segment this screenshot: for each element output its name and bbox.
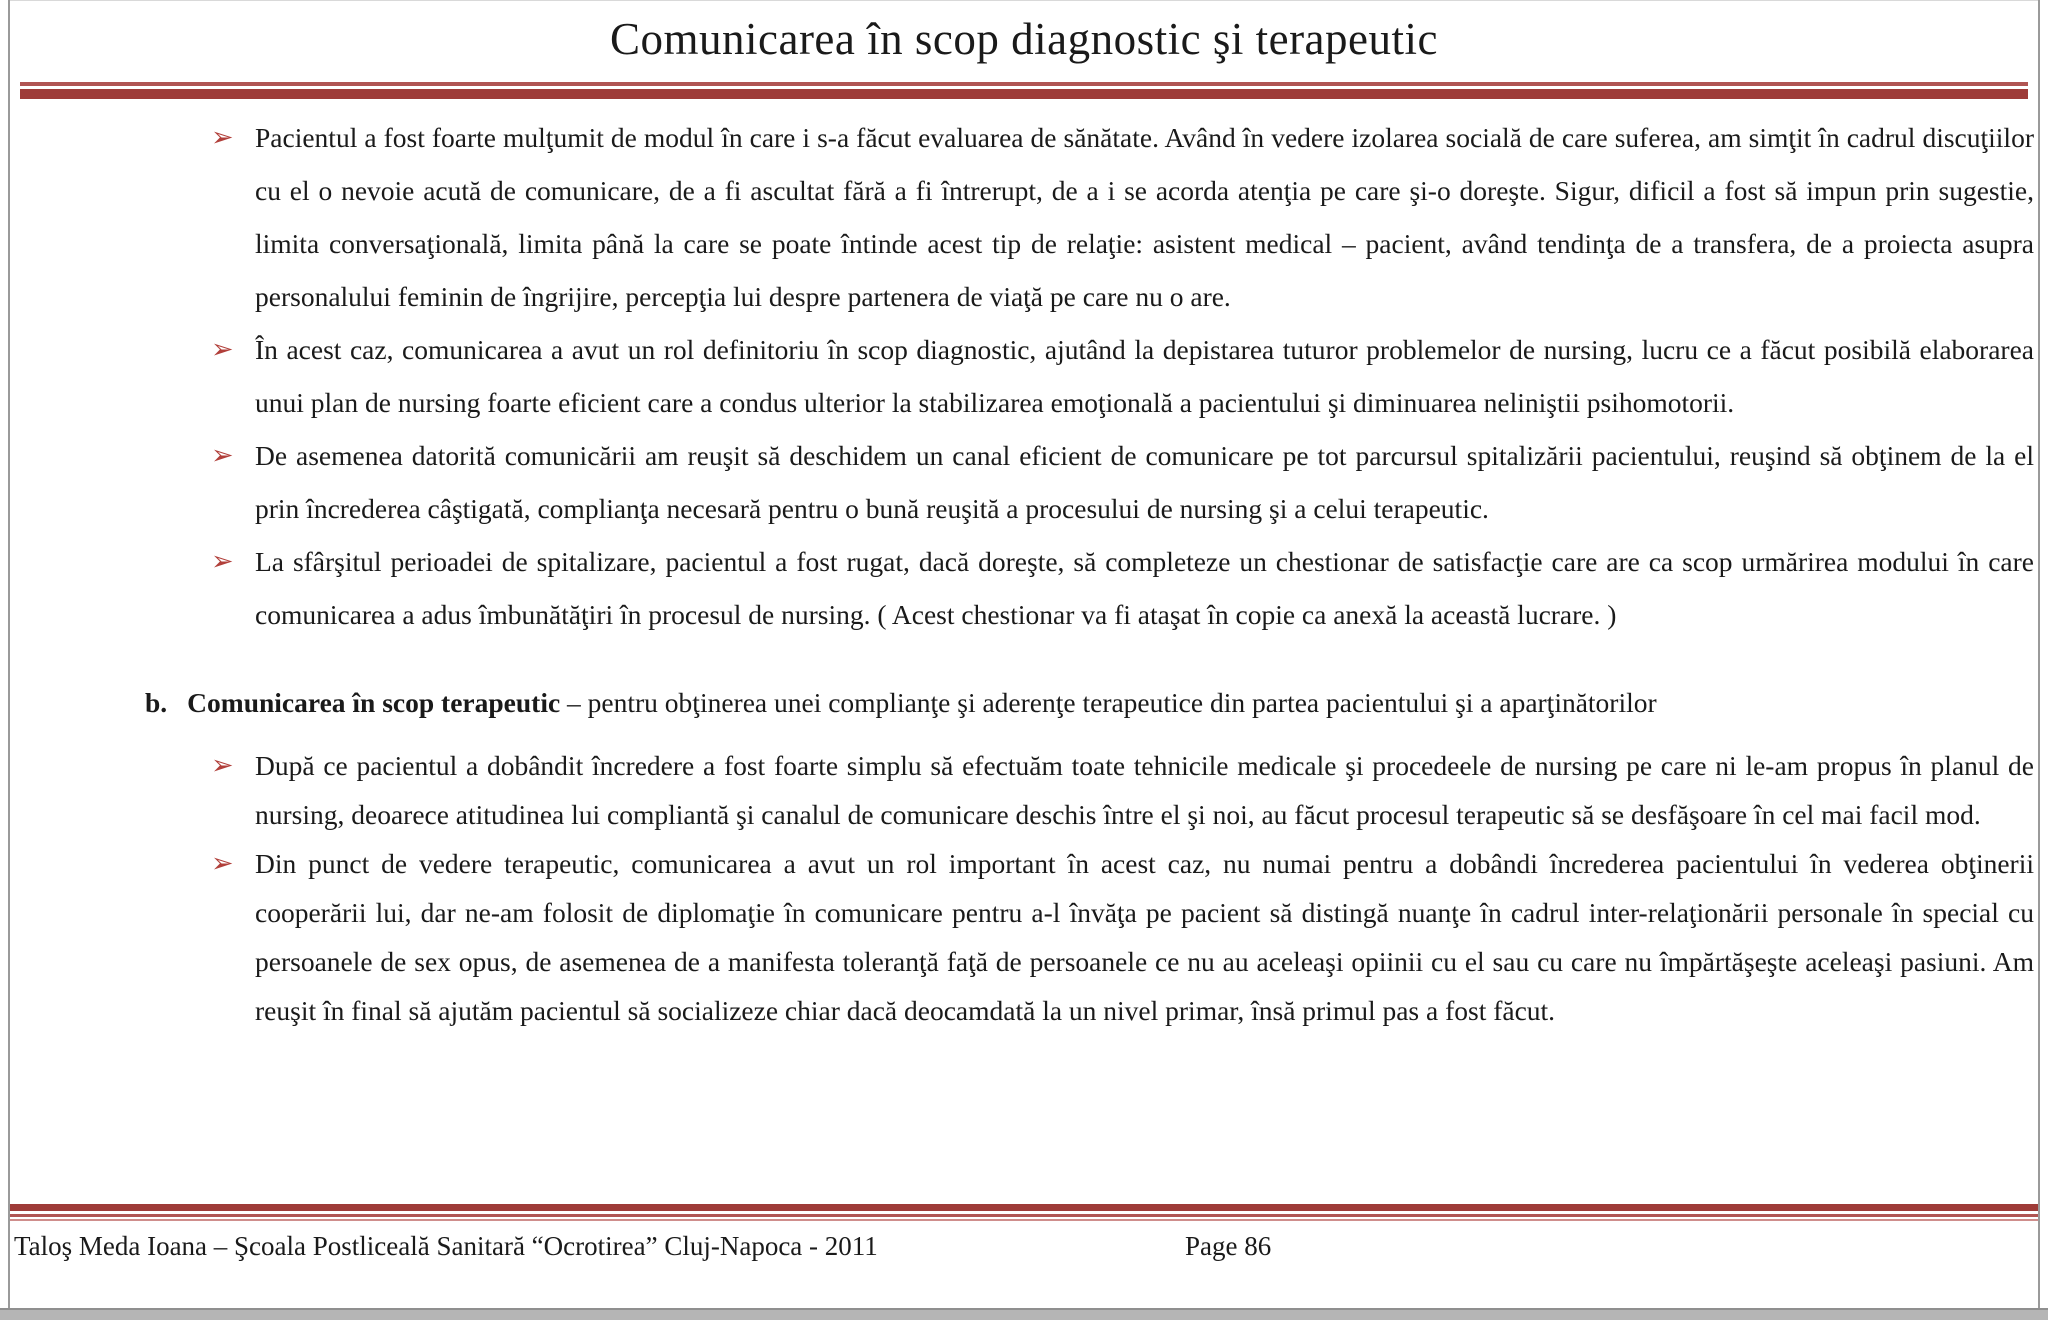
list-item-text: Pacientul a fost foarte mulţumit de modul în care i s-a făcut evaluarea de sănătate. Având în vedere izolarea socială de care suferea, am simţit în cadrul discuţiilor cu el o nevoie acută de comunicare, de a fi ascultat fără a fi întrerupt, de a i se acorda atenţia pe care şi-o doreşte. Sigur, dificil a fost să impun prin sugestie, limita conversaţională, limita până la care se poate întinde acest tip de relaţie: asistent medical – pacient, având tendinţa de a transfera, de a proiecta asupra personalului feminin de îngrijire, percepţia lui despre partenera de viaţă pe care nu o are.: [255, 122, 2034, 312]
subsection-title: Comunicarea în scop terapeutic: [187, 687, 561, 718]
document-body: [145, 111, 2034, 1035]
arrow-bullet-icon: ➢: [211, 750, 234, 781]
list-item-text: În acest caz, comunicarea a avut un rol definitoriu în scop diagnostic, ajutând la depistarea tuturor problemelor de nursing, lucru ce a făcut posibilă elaborarea unui plan de nursing foarte eficient care a condus ulterior la stabilizarea emoţională a pacientului şi diminuarea neliniştii psihomotorii.: [255, 334, 2034, 418]
bullet-section-terapeutic: [211, 741, 2034, 1035]
page-border-right: [2038, 0, 2040, 1308]
footer-separator: [10, 1204, 2038, 1221]
footer-page-number: Page 86: [1185, 1231, 1272, 1261]
subsection-heading: [145, 681, 2034, 725]
arrow-bullet-icon: ➢: [211, 848, 234, 879]
footer-text-row: [10, 1221, 2038, 1263]
title-separator: [20, 82, 2028, 99]
list-item: [211, 839, 2034, 1035]
list-item-text: Din punct de vedere terapeutic, comunicarea a avut un rol important în acest caz, nu numai pentru a dobândi încrederea pacientului în vederea obţinerii cooperării lui, dar ne-am folosit de diplomaţie în comunicare pentru a-l învăţa pe pacient să distingă nuanţe în cadrul inter-relaţionării personale în special cu persoanele de sex opus, de asemenea de a manifesta toleranţă faţă de persoanele ce nu au aceleaşi opiinii cu el sau cu care nu împărtăşeşte aceleaşi pasiuni. Am reuşit în final să ajutăm pacientul să socializeze chiar dacă deocamdată la un nivel primar, însă primul pas a fost făcut.: [255, 848, 2034, 1026]
page-bottom-edge: [0, 1308, 2048, 1320]
list-item-text: La sfârşitul perioadei de spitalizare, pacientul a fost rugat, dacă doreşte, să completeze un chestionar de satisfacţie care are ca scop urmărirea modului în care comunicarea a adus îmbunătăţiri în procesul de nursing. ( Acest chestionar va fi ataşat în copie ca anexă la această lucrare. ): [255, 546, 2034, 630]
arrow-bullet-icon: ➢: [211, 440, 234, 471]
page-title: Comunicarea în scop diagnostic şi terapeutic: [609, 14, 1438, 64]
subsection-description: – pentru obţinerea unei complianţe şi aderenţe terapeutice din partea pacientului şi a aparţinătorilor: [560, 687, 1657, 718]
page-border-top: [8, 0, 2040, 1]
bullet-section-diagnostic: [211, 111, 2034, 641]
list-item: [211, 429, 2034, 535]
footer-separator-thick-line: [10, 1204, 2038, 1211]
list-item-text: După ce pacientul a dobândit încredere a fost foarte simplu să efectuăm toate tehnicile medicale şi procedeele de nursing pe care ni le-am propus în planul de nursing, deoarece atitudinea lui compliantă şi canalul de comunicare deschis între el şi noi, au făcut procesul terapeutic să se desfăşoare în cel mai facil mod.: [255, 750, 2034, 830]
list-item: [211, 323, 2034, 429]
title-separator-thick-line: [20, 89, 2028, 99]
arrow-bullet-icon: ➢: [211, 334, 234, 365]
list-item-text: De asemenea datorită comunicării am reuşit să deschidem un canal eficient de comunicare pe tot parcursul spitalizării pacientului, reuşind să obţinem de la el prin încrederea câştigată, complianţa necesară pentru o bună reuşită a procesului de nursing şi a celui terapeutic.: [255, 440, 2034, 524]
list-item: [211, 111, 2034, 323]
page-border-left: [8, 0, 10, 1308]
footer-author: Taloş Meda Ioana – Şcoala Postliceală Sanitară “Ocrotirea” Cluj-Napoca - 2011: [14, 1231, 878, 1261]
arrow-bullet-icon: ➢: [211, 546, 234, 577]
page-footer: [10, 1204, 2038, 1263]
arrow-bullet-icon: ➢: [211, 122, 234, 153]
subsection-index: b.: [145, 687, 168, 718]
list-item: [211, 535, 2034, 641]
list-item: [211, 741, 2034, 839]
